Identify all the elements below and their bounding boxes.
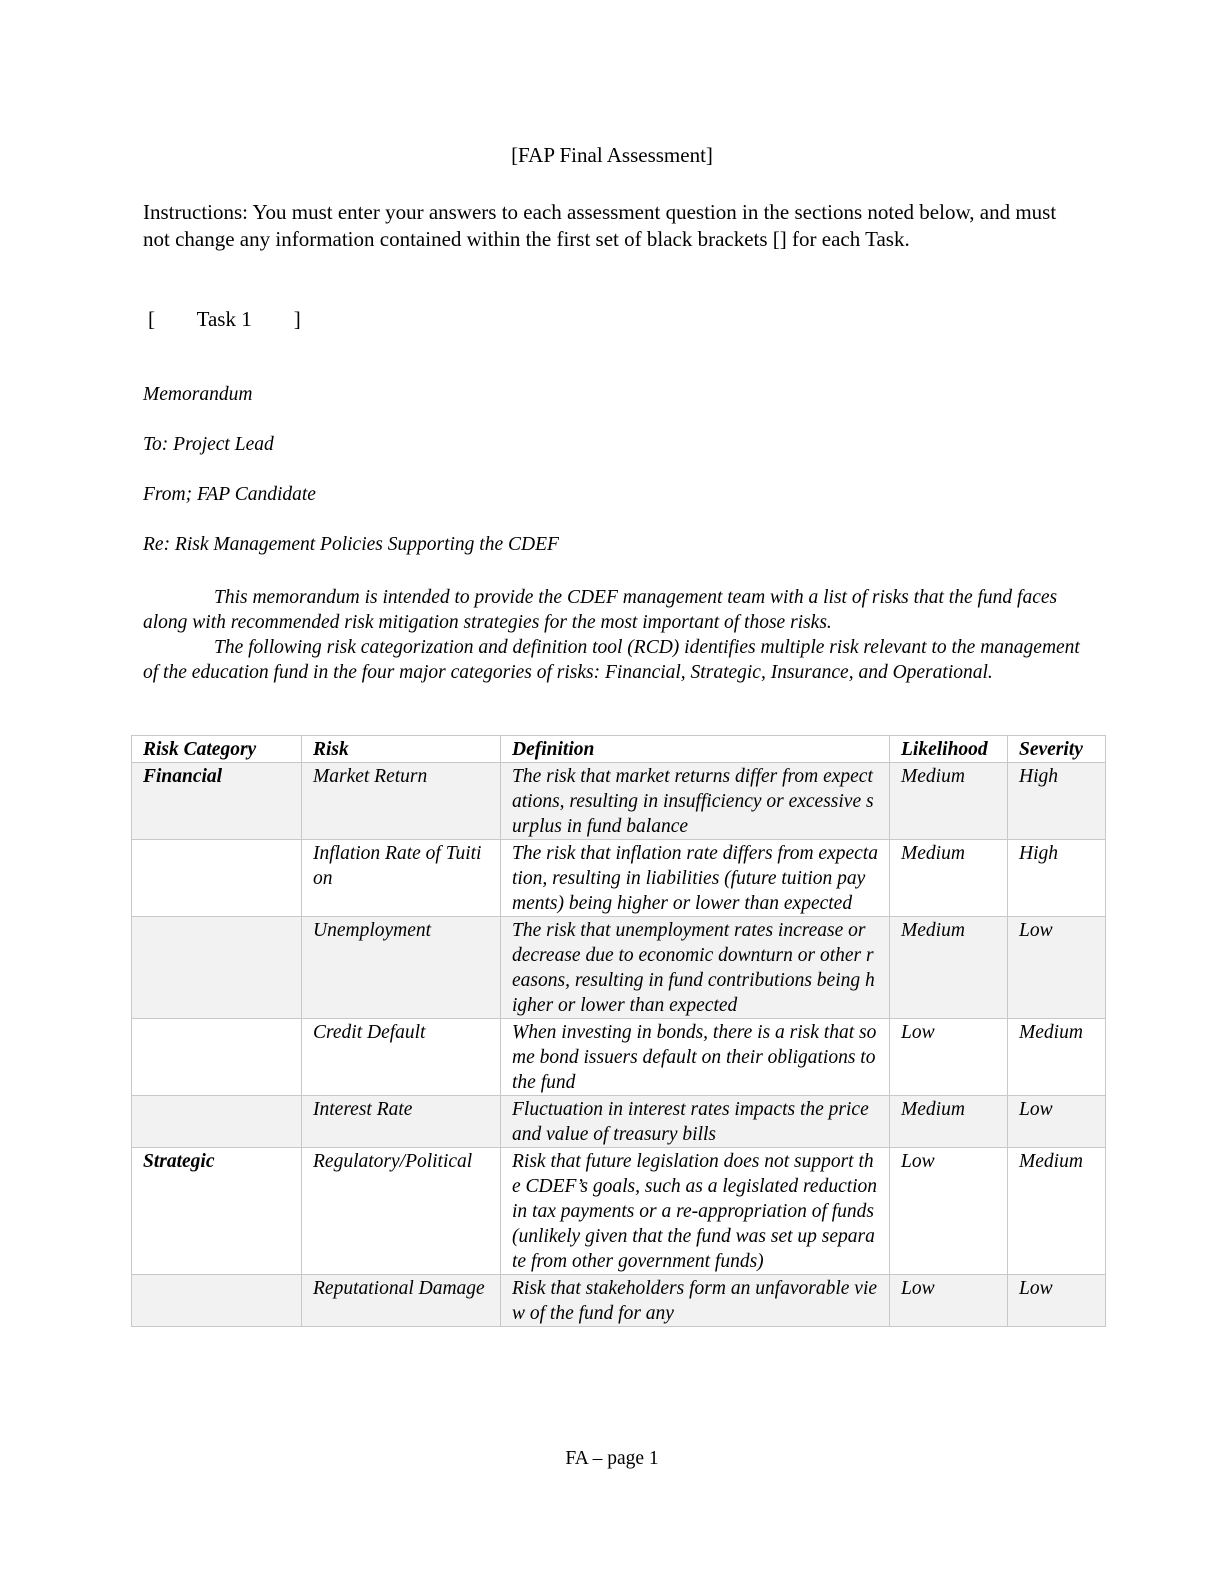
cell-likelihood: Medium xyxy=(890,1096,1008,1148)
cell-category xyxy=(132,840,302,917)
memo-heading: Memorandum xyxy=(143,384,253,405)
cell-definition: Risk that future legislation does not support the CDEF’s goals, such as a legislated reduction in tax payments or a re-appropriation of funds (unlikely given that the fund was set up separate from other government funds) xyxy=(501,1148,890,1275)
table-row xyxy=(132,1019,1106,1096)
table-row xyxy=(132,763,1106,840)
task-close-bracket: ] xyxy=(293,307,301,331)
memo-paragraph-2: The following risk categorization and definition tool (RCD) identifies multiple risk relevant to the management of the education fund in the four major categories of risks: Financial, Strategic, Insurance, and Operational. xyxy=(143,637,1080,683)
memo-body xyxy=(143,585,1083,685)
cell-risk: Unemployment xyxy=(302,917,501,1019)
cell-likelihood: Low xyxy=(890,1275,1008,1327)
cell-risk: Market Return xyxy=(302,763,501,840)
table-row xyxy=(132,1148,1106,1275)
header-likelihood: Likelihood xyxy=(890,736,1008,763)
cell-category xyxy=(132,917,302,1019)
cell-risk: Inflation Rate of Tuition xyxy=(302,840,501,917)
cell-likelihood: Medium xyxy=(890,840,1008,917)
task-title: Task 1 xyxy=(196,307,252,331)
page-title: [FAP Final Assessment] xyxy=(511,143,713,167)
cell-severity: Low xyxy=(1008,1275,1106,1327)
cell-severity: Low xyxy=(1008,1096,1106,1148)
memo-to: To: Project Lead xyxy=(143,434,274,455)
memo-paragraph-1: This memorandum is intended to provide the CDEF management team with a list of risks that the fund faces along with recommended risk mitigation strategies for the most important of those risks. xyxy=(143,587,1058,633)
cell-definition: The risk that market returns differ from expectations, resulting in insufficiency or excessive surplus in fund balance xyxy=(501,763,890,840)
cell-severity: High xyxy=(1008,763,1106,840)
task-open-bracket: [ xyxy=(148,307,155,331)
cell-likelihood: Medium xyxy=(890,763,1008,840)
cell-likelihood: Low xyxy=(890,1019,1008,1096)
table-row xyxy=(132,1275,1106,1327)
cell-likelihood: Medium xyxy=(890,917,1008,1019)
table-header-row xyxy=(132,736,1106,763)
memo-from: From; FAP Candidate xyxy=(143,484,316,505)
cell-category xyxy=(132,1275,302,1327)
cell-risk: Interest Rate xyxy=(302,1096,501,1148)
cell-severity: Medium xyxy=(1008,1019,1106,1096)
memo-re: Re: Risk Management Policies Supporting the CDEF xyxy=(143,534,559,555)
cell-severity: High xyxy=(1008,840,1106,917)
cell-category: Strategic xyxy=(132,1148,302,1275)
cell-category: Financial xyxy=(132,763,302,840)
cell-risk: Regulatory/Political xyxy=(302,1148,501,1275)
header-risk: Risk xyxy=(302,736,501,763)
cell-category xyxy=(132,1096,302,1148)
header-severity: Severity xyxy=(1008,736,1106,763)
cell-category xyxy=(132,1019,302,1096)
instructions-text: Instructions: You must enter your answers to each assessment question in the sections noted below, and must not change any information contained within the first set of black brackets [] for each Task. xyxy=(143,200,1057,251)
table-row xyxy=(132,1096,1106,1148)
cell-definition: The risk that unemployment rates increase or decrease due to economic downturn or other reasons, resulting in fund contributions being higher or lower than expected xyxy=(501,917,890,1019)
header-definition: Definition xyxy=(501,736,890,763)
cell-definition: The risk that inflation rate differs from expectation, resulting in liabilities (future tuition payments) being higher or lower than expected xyxy=(501,840,890,917)
risk-table xyxy=(131,735,1106,1327)
cell-risk: Credit Default xyxy=(302,1019,501,1096)
table-row xyxy=(132,917,1106,1019)
cell-risk: Reputational Damage xyxy=(302,1275,501,1327)
cell-severity: Low xyxy=(1008,917,1106,1019)
task-label xyxy=(148,307,301,332)
cell-likelihood: Low xyxy=(890,1148,1008,1275)
cell-definition: Fluctuation in interest rates impacts the price and value of treasury bills xyxy=(501,1096,890,1148)
header-risk-category: Risk Category xyxy=(132,736,302,763)
page-footer: FA – page 1 xyxy=(565,1448,659,1469)
table-row xyxy=(132,840,1106,917)
cell-definition: When investing in bonds, there is a risk that some bond issuers default on their obligations to the fund xyxy=(501,1019,890,1096)
cell-severity: Medium xyxy=(1008,1148,1106,1275)
cell-definition: Risk that stakeholders form an unfavorable view of the fund for any xyxy=(501,1275,890,1327)
